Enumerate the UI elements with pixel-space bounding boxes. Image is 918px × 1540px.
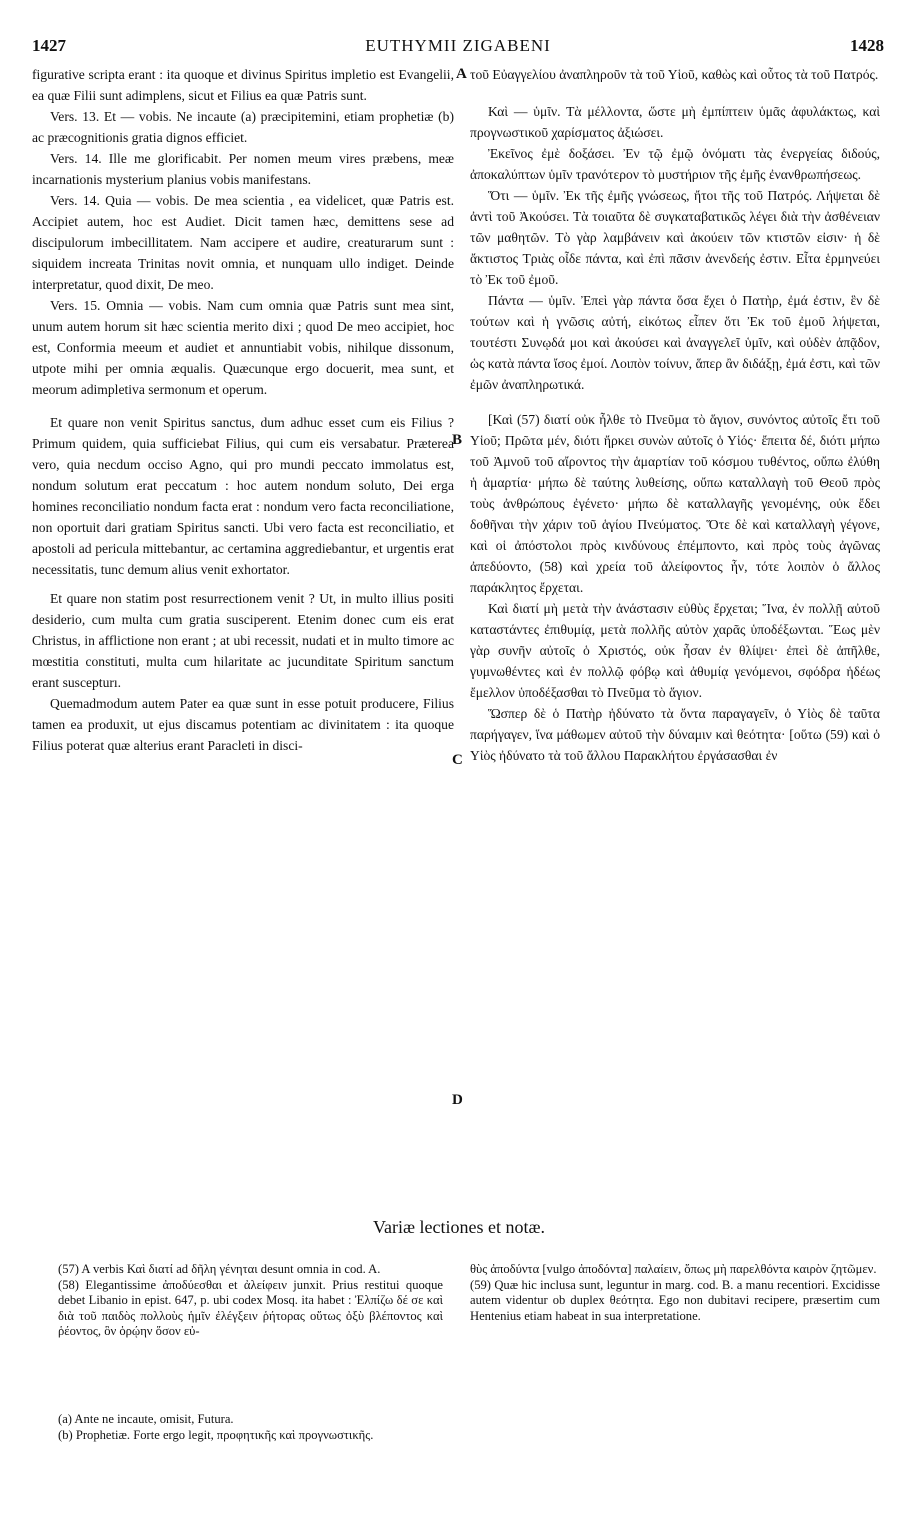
- latin-paragraph: Et quare non statim post resurrectionem venit ? Ut, in multo illius positi desiderio, cum multa cum gratia susciperent. Etenim donec cum eis erat Christus, in afflictione non erant ; at ubi recessit, nudati et in multo timore ac mœstitia constituti, multa cum hilaritate ac jucunditate Spiritum sanctum erant suscepturı.: [32, 591, 454, 690]
- variae-heading: Variæ lectiones et notæ.: [373, 1217, 545, 1237]
- margin-letter-b: B: [452, 432, 463, 448]
- greek-paragraph: Ὅτι — ὑμῖν. Ἐκ τῆς ἐμῆς γνώσεως, ἤτοι τῆς τοῦ Πατρός. Λήψεται δὲ ἀντὶ τοῦ Ἀκούσει. Τὰ τοιαῦτα δὲ συγκαταβατικῶς λέγει διὰ τὴν ἀσθένειαν τῶν μαθητῶν. Τὸ γὰρ λαμβάνειν καὶ ἀκούειν τῶν κτιστῶν εἰσιν· ἡ δὲ ἄκτιστος Τριὰς οἶδε πάντα, καὶ ἐπὶ πᾶσιν ἀνενδεής ἐστιν. Εἶτα ἑρμηνεύει τὸ Ἐκ τοῦ ἐμοῦ.: [470, 188, 880, 287]
- latin-paragraph: figurative scripta erant : ita quoque et divinus Spiritus impletio est Evangelii, ea quæ Filii sunt adimplens, sicut et Filius ea quæ Patris sunt.: [32, 67, 454, 103]
- latin-paragraph: Vers. 13. Et — vobis. Ne incaute (a) præcipitemini, etiam prophetiæ (b) ac præcognitionis gratia dignos efficiet.: [32, 109, 454, 145]
- margin-letter-c: C: [452, 752, 463, 768]
- latin-paragraph: Vers. 14. Ille me glorificabit. Per nomen meum vires præbens, meæ incarnationis mysterium planius vobis manifestans.: [32, 151, 454, 187]
- latin-column: [32, 64, 454, 756]
- variae-left-notes: (57) A verbis Καὶ διατί ad δῆλη γένηται desunt omnia in cod. A. (58) Elegantissime ἀποδύεσθαι et ἀλείφειν junxit. Prius restitui quoque debet Libanio in epist. 647, p. ubi codex Mosq. ita habet : Ἐλπίζω δέ σε καὶ διὰ τοῦ παιδὸς πολλοὺς ἡμῖν ἐλέγξειν ῥήτορας οὕτως ὀξὺ βλέποντος καὶ ῥέοντος, ὃν ὁρῴην ὅσον εὐ-: [58, 1262, 443, 1338]
- footnote-a: (a) Ante ne incaute, omisit, Futura.: [58, 1412, 234, 1426]
- greek-paragraph: Καὶ — ὑμῖν. Τὰ μέλλοντα, ὥστε μὴ ἐμπίπτειν ὑμᾶς ἀφυλάκτως, καὶ προγνωστικοῦ χαρίσματος ἀξιώσει.: [470, 104, 880, 140]
- latin-paragraph: Quemadmodum autem Pater ea quæ sunt in esse potuit producere, Filius tamen ea produxit, ut ejus discamus potentiam ac divinitatem : ita quoque Filius poterat quæ alterius erant Paracleti in disci-: [32, 696, 454, 753]
- greek-paragraph: τοῦ Εὐαγγελίου ἀναπληροῦν τὰ τοῦ Υἱοῦ, καθὼς καὶ οὗτος τὰ τοῦ Πατρός.: [470, 67, 879, 82]
- greek-paragraph: Πάντα — ὑμῖν. Ἐπεὶ γὰρ πάντα ὅσα ἔχει ὁ Πατὴρ, ἐμά ἐστιν, ἓν δὲ τούτων καὶ ἡ γνῶσις αὐτή, εἰκότως εἶπεν ὅτι Ἐκ τοῦ ἐμοῦ λήψεται, τουτέστι Συνῳδά μοι καὶ ἀκούσει καὶ ἀναγγελεῖ ὑμῖν, καὶ οὐδὲν ἀπᾷδον, ὡς κατὰ πάντα ἴσος ἐμοί. Λοιπὸν τοίνυν, ἅπερ ἂν διδάξῃ, ἐμά ἐστι, καὶ τῶν ἐμῶν ἀναπληρωτικά.: [470, 293, 880, 392]
- page-header: [32, 36, 884, 60]
- greek-paragraph: Καὶ διατί μὴ μετὰ τὴν ἀνάστασιν εὐθὺς ἔρχεται; Ἵνα, ἐν πολλῇ αὐτοῦ καταστάντες ἐπιθυμίᾳ, μετὰ πολλῆς αὐτὸν χαρᾶς ὑποδέξωνται. Ἕως μὲν γὰρ συνῆν αὐτοῖς ὁ Χριστός, οὐκ ἦσαν ἐν θλίψει· ἐπεὶ δὲ ἀπῆλθε, γυμνωθέντες καὶ ἐν πολλῷ φόβῳ καὶ ἀθυμίᾳ γενόμενοι, σφόδρα ἡδέως ἔμελλον ὑποδέξασθαι τὸ Πνεῦμα τὸ ἅγιον.: [470, 601, 880, 700]
- margin-letter-d: D: [452, 1092, 463, 1108]
- latin-paragraph: Vers. 14. Quia — vobis. De mea scientia , ea videlicet, quæ Patris est. Accipiet autem, hoc est Audiet. Dicit tamen hæc, demittens sese ad discipulorum imbecillitatem. Nam accipere et audire, creaturarum sunt : siquidem increata Trinitas novit omnia, et nunquam ullo indiget. Deinde interpretatur, quod dixit, De meo.: [32, 193, 454, 292]
- greek-paragraph: Ὥσπερ δὲ ὁ Πατὴρ ἠδύνατο τὰ ὄντα παραγαγεῖν, ὁ Υἱὸς δὲ ταῦτα παρήγαγεν, ἵνα μάθωμεν αὐτοῦ τὴν δύναμιν καὶ θεότητα· [οὕτω (59) καὶ ὁ Υἱὸς ἠδύνατο τὰ τοῦ ἄλλου Παρακλήτου ἐργάσασθαι ἐν: [470, 706, 880, 763]
- variae-right-notes: θὺς ἀποδύντα [vulgo ἀποδόντα] παλαίειν, ὅπως μὴ παρελθόντα καιρὸν ζητῶμεν. (59) Quæ hic inclusa sunt, leguntur in marg. cod. B. a manu recentiori. Excidisse autem videntur ob duplex θεότητα. Ego non dubitavi recipere, præsertim cum Hentenius etiam habeat in sua interpretatione.: [470, 1262, 880, 1323]
- margin-letter-a: A: [456, 66, 467, 82]
- right-page-number: 1428: [850, 36, 884, 55]
- left-page-number: 1427: [32, 36, 66, 55]
- greek-column: [470, 64, 880, 766]
- greek-paragraph: [Καὶ (57) διατί οὐκ ἦλθε τὸ Πνεῦμα τὸ ἅγιον, συνόντος αὐτοῖς ἔτι τοῦ Υἱοῦ; Πρῶτα μέν, διότι ἤρκει συνὼν αὐτοῖς ὁ Υἱός· ἔπειτα δέ, διότι μήπω τοῦ Ἀμνοῦ τοῦ αἴροντος τὴν ἁμαρτίαν τοῦ κόσμου τυθέντος, οὔπω ἐλύθη ἡ ἁμαρτία· μήπω δὲ ταύτης λυθείσης, οὔπω καταλλαγὴ τοῦ Θεοῦ πρὸς τοὺς ἀνθρώπους ἐγένετο· μήπω δὲ καταλλαγῆς γενομένης, οὐκ ἔδει δοθῆναι τὴν χάριν τοῦ ἁγίου Πνεύματος. Ὅτε δὲ καὶ καταλλαγὴ γέγονε, καὶ οἱ ἀπόστολοι πρὸς κινδύνους ἐπέμποντο, καὶ πρὸς τοὺς ἀγῶνας ἀπεδύοντο, (58) καὶ χρεία τοῦ ἀλείφοντος ἦν, τότε λοιπὸν ὁ ἄλλος παράκλητος ἔρχεται.: [470, 412, 880, 595]
- latin-paragraph: Et quare non venit Spiritus sanctus, dum adhuc esset cum eis Filius ? Primum quidem, quia sufficiebat Filius, qui cum eis versabatur. Præterea vero, quia necdum occiso Agno, qui pro mundi peccato immolatus est, nondum solutum erat peccatum : hoc autem nondum soluto, Dei erga homines reconciliatio nondum facta erat : nondum vero facta reconciliatione, non oportuit dari gratiam Spiritus sancti. Ubi vero facta est reconciliatio, et apostoli ad pericula mittebantur, ac certamina aggrediebantur, et urgentis erat necessitatis, tunc demum alius venit exhortator.: [32, 415, 454, 577]
- footnote-b: (b) Prophetiæ. Forte ergo legit, προφητικῆς καὶ προγνωστικῆς.: [58, 1428, 374, 1442]
- running-title: EUTHYMII ZIGABENI: [365, 36, 551, 55]
- latin-paragraph: Vers. 15. Omnia — vobis. Nam cum omnia quæ Patris sunt mea sint, unum autem horum sit hæc scientia merito dixi ; quod De meo accipiet, hoc est, Conformia meeum et audiet et annuntiabit vobis, nihilque dissonum, utpote mihi per omnia æqualis. Quæcunque ergo docuerit, mea sunt, et meorum adimpletiva sermonum et operum.: [32, 298, 454, 397]
- greek-paragraph: Ἐκεῖνος ἐμὲ δοξάσει. Ἐν τῷ ἐμῷ ὀνόματι τὰς ἐνεργείας διδούς, ἀποκαλύπτων ὑμῖν τρανότερον τὸ μυστήριον τῆς ἐμῆς ἐνανθρωπήσεως.: [470, 146, 880, 182]
